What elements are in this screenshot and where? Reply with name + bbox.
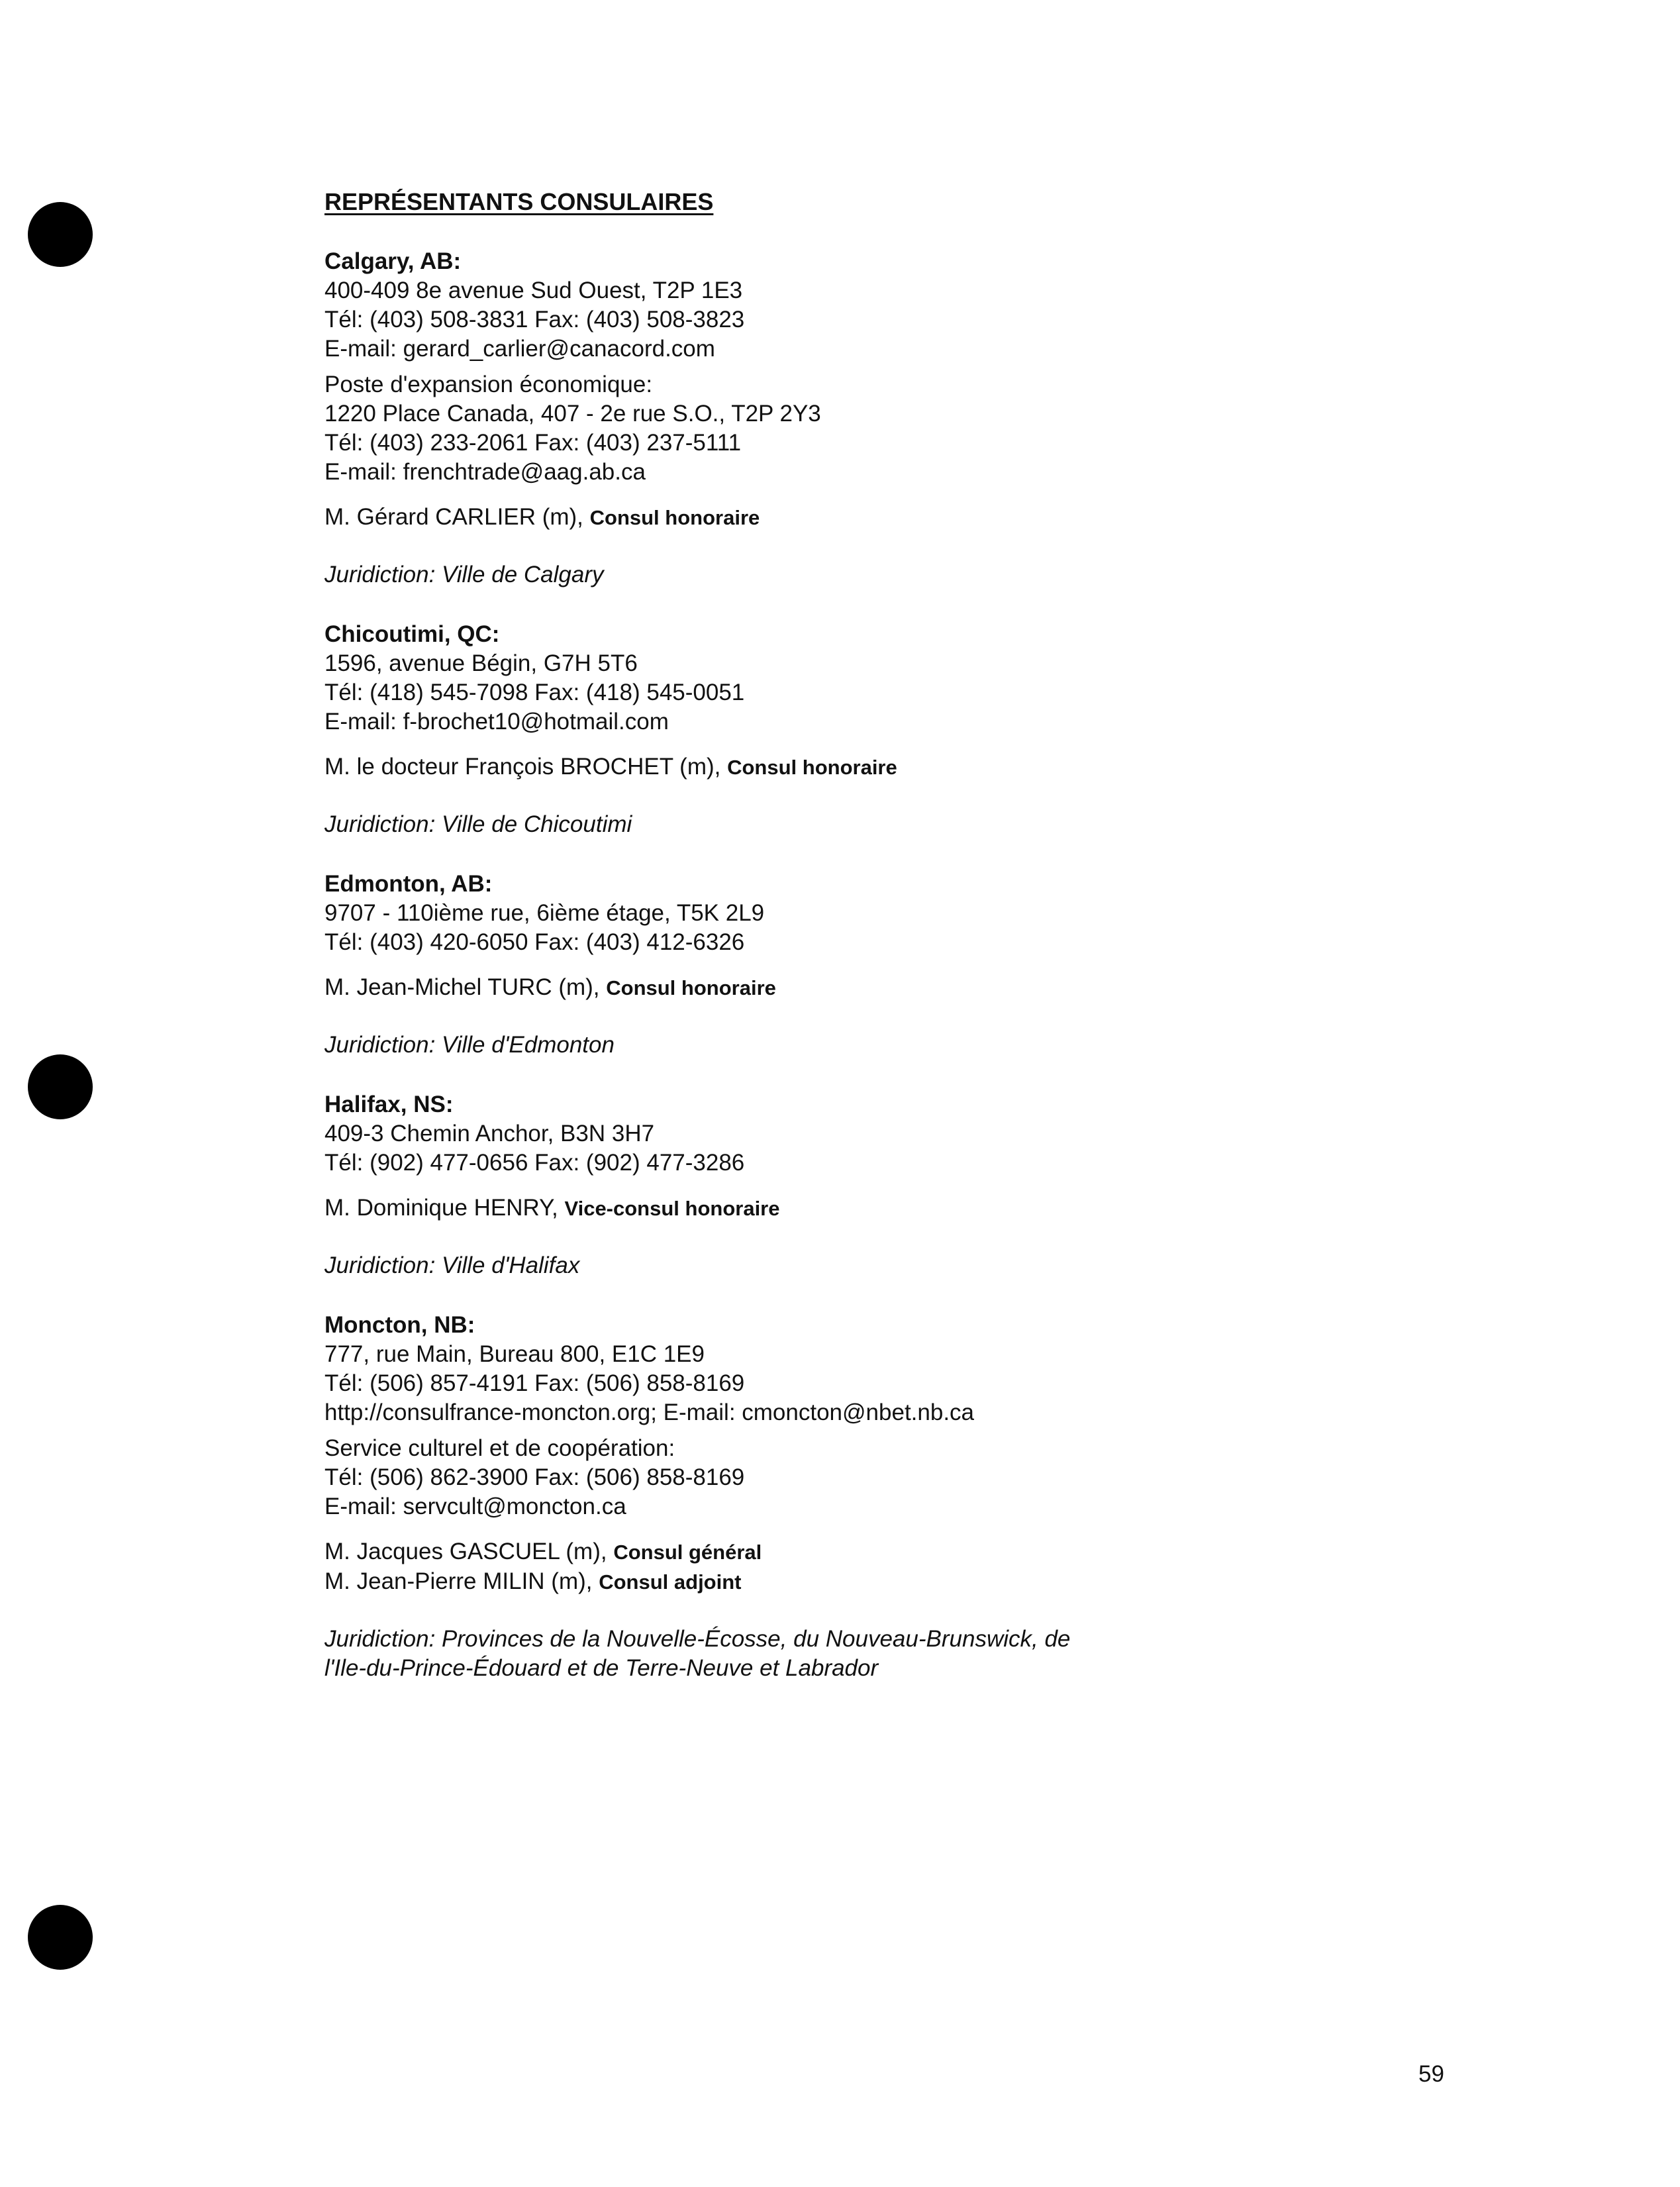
official-role: Consul honoraire xyxy=(727,756,897,779)
juridiction-line: Juridiction: Ville d'Halifax xyxy=(324,1252,580,1278)
address-block xyxy=(324,1119,1516,1178)
official xyxy=(324,1194,1516,1223)
city-heading: Halifax, NS: xyxy=(324,1092,454,1117)
page-number: 59 xyxy=(1418,2061,1444,2087)
contact-line: Service culturel et de coopération: xyxy=(324,1435,675,1461)
juridiction-line: Juridiction: Provinces de la Nouvelle-Écosse, du Nouveau-Brunswick, de xyxy=(324,1626,1071,1652)
juridiction-line: l'Ile-du-Prince-Édouard et de Terre-Neuve et Labrador xyxy=(324,1655,879,1681)
consular-entry xyxy=(324,1090,1516,1280)
contact-line: E-mail: gerard_carlier@canacord.com xyxy=(324,336,715,362)
officials xyxy=(324,503,1516,533)
contact-line: 777, rue Main, Bureau 800, E1C 1E9 xyxy=(324,1341,705,1367)
office-block xyxy=(324,370,1516,487)
contact-line: 1220 Place Canada, 407 - 2e rue S.O., T2P 2Y3 xyxy=(324,401,821,427)
juridiction xyxy=(324,810,1516,839)
official xyxy=(324,1567,1516,1597)
official-name: M. le docteur François BROCHET (m), xyxy=(324,754,721,780)
official xyxy=(324,1537,1516,1567)
contact-line: 1596, avenue Bégin, G7H 5T6 xyxy=(324,650,638,676)
juridiction xyxy=(324,1031,1516,1060)
binder-hole xyxy=(28,202,93,267)
contact-line: E-mail: servcult@moncton.ca xyxy=(324,1494,626,1519)
contact-line: Tél: (403) 233-2061 Fax: (403) 237-5111 xyxy=(324,430,742,456)
official-role: Consul honoraire xyxy=(589,506,760,529)
contact-line: Poste d'expansion économique: xyxy=(324,372,653,397)
juridiction-line: Juridiction: Ville de Calgary xyxy=(324,562,604,587)
city-heading: Edmonton, AB: xyxy=(324,871,493,897)
page-title: REPRÉSENTANTS CONSULAIRES xyxy=(324,188,714,215)
contact-line: 9707 - 110ième rue, 6ième étage, T5K 2L9 xyxy=(324,900,765,926)
officials xyxy=(324,973,1516,1003)
binder-hole xyxy=(28,1054,93,1119)
contact-line: Tél: (506) 857-4191 Fax: (506) 858-8169 xyxy=(324,1370,745,1396)
contact-line: 409-3 Chemin Anchor, B3N 3H7 xyxy=(324,1121,655,1146)
official-name: M. Jean-Michel TURC (m), xyxy=(324,974,600,1000)
juridiction xyxy=(324,1625,1516,1683)
city-heading: Calgary, AB: xyxy=(324,248,462,274)
address-block xyxy=(324,1340,1516,1427)
binder-hole xyxy=(28,1905,93,1970)
city-heading: Chicoutimi, QC: xyxy=(324,621,500,647)
juridiction xyxy=(324,560,1516,589)
official-role: Vice-consul honoraire xyxy=(564,1197,780,1220)
contact-line: http://consulfrance-moncton.org; E-mail: cmoncton@nbet.nb.ca xyxy=(324,1399,975,1425)
contact-line: Tél: (403) 420-6050 Fax: (403) 412-6326 xyxy=(324,929,745,955)
consular-entry xyxy=(324,1311,1516,1683)
juridiction-line: Juridiction: Ville de Chicoutimi xyxy=(324,811,632,837)
official xyxy=(324,973,1516,1003)
document-body xyxy=(324,187,1516,1713)
consular-entry xyxy=(324,620,1516,839)
official-name: M. Jacques GASCUEL (m), xyxy=(324,1539,607,1564)
official-name: M. Jean-Pierre MILIN (m), xyxy=(324,1568,593,1594)
contact-line: Tél: (403) 508-3831 Fax: (403) 508-3823 xyxy=(324,307,745,332)
juridiction xyxy=(324,1251,1516,1280)
contact-line: Tél: (506) 862-3900 Fax: (506) 858-8169 xyxy=(324,1464,745,1490)
consular-entry xyxy=(324,247,1516,589)
officials xyxy=(324,1194,1516,1223)
official xyxy=(324,503,1516,533)
consular-entry xyxy=(324,870,1516,1060)
official-name: M. Gérard CARLIER (m), xyxy=(324,504,583,530)
office-block xyxy=(324,1434,1516,1521)
contact-line: E-mail: f-brochet10@hotmail.com xyxy=(324,709,669,735)
official-role: Consul général xyxy=(613,1541,762,1564)
address-block xyxy=(324,649,1516,737)
address-block xyxy=(324,899,1516,957)
juridiction-line: Juridiction: Ville d'Edmonton xyxy=(324,1032,615,1058)
consular-entries xyxy=(324,247,1516,1683)
contact-line: Tél: (418) 545-7098 Fax: (418) 545-0051 xyxy=(324,680,745,705)
officials xyxy=(324,1537,1516,1597)
official xyxy=(324,752,1516,782)
city-heading: Moncton, NB: xyxy=(324,1312,475,1338)
address-block xyxy=(324,276,1516,364)
official-name: M. Dominique HENRY, xyxy=(324,1195,558,1221)
contact-line: E-mail: frenchtrade@aag.ab.ca xyxy=(324,459,646,485)
contact-line: 400-409 8e avenue Sud Ouest, T2P 1E3 xyxy=(324,278,743,303)
official-role: Consul honoraire xyxy=(606,976,776,999)
officials xyxy=(324,752,1516,782)
official-role: Consul adjoint xyxy=(599,1570,742,1594)
contact-line: Tél: (902) 477-0656 Fax: (902) 477-3286 xyxy=(324,1150,745,1176)
